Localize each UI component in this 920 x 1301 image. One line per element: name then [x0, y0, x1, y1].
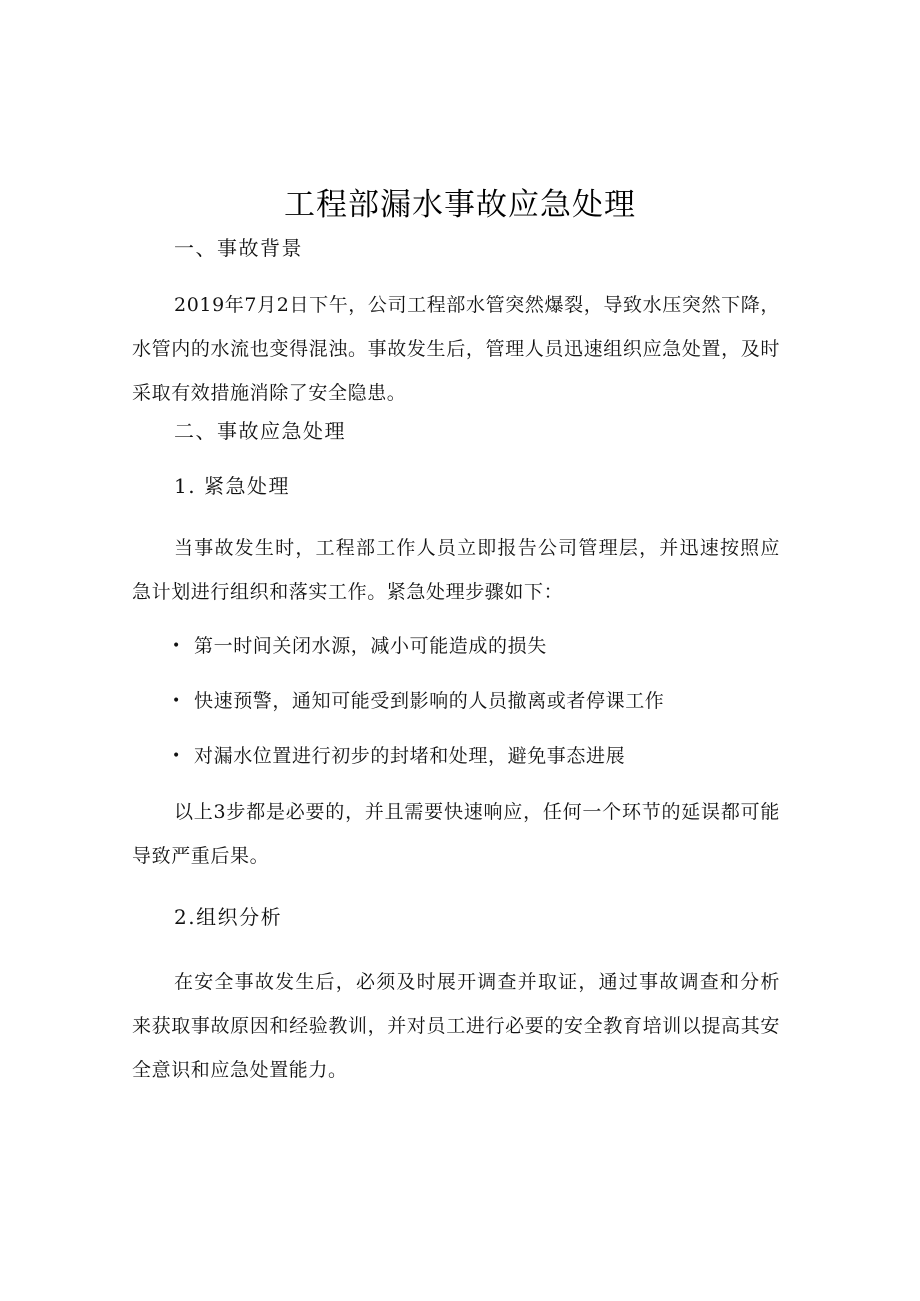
urgent-handling-conclusion: 以上3步都是必要的，并且需要快速响应，任何一个环节的延误都可能导致严重后果。	[132, 801, 780, 867]
bullet-icon: •	[172, 748, 181, 764]
section-heading-emergency-handling: 二、事故应急处理	[174, 419, 346, 443]
list-item	[172, 631, 547, 661]
list-item-text: 对漏水位置进行初步的封堵和处理，避免事态进展	[194, 745, 626, 767]
subheading-urgent-handling: 1. 紧急处理	[174, 474, 290, 498]
list-item-text: 第一时间关闭水源，减小可能造成的损失	[194, 635, 547, 657]
section-heading-background: 一、事故背景	[174, 236, 303, 260]
bullet-icon: •	[172, 693, 181, 709]
subheading-organization-analysis: 2.组织分析	[174, 905, 283, 929]
bullet-icon: •	[172, 638, 181, 654]
list-item-text: 快速预警，通知可能受到影响的人员撤离或者停课工作	[194, 690, 665, 712]
list-item	[172, 741, 625, 771]
background-paragraph: 2019年7月2日下午，公司工程部水管突然爆裂，导致水压突然下降，水管内的水流也变得混浊。事故发生后，管理人员迅速组织应急处置，及时采取有效措施消除了安全隐患。	[132, 294, 780, 404]
document-title: 工程部漏水事故应急处理	[284, 187, 636, 223]
list-item	[172, 686, 664, 716]
organization-analysis-paragraph: 在安全事故发生后，必须及时展开调查并取证，通过事故调查和分析来获取事故原因和经验教训，并对员工进行必要的安全教育培训以提高其安全意识和应急处置能力。	[132, 971, 780, 1081]
urgent-handling-intro: 当事故发生时，工程部工作人员立即报告公司管理层，并迅速按照应急计划进行组织和落实工作。紧急处理步骤如下：	[132, 537, 780, 603]
